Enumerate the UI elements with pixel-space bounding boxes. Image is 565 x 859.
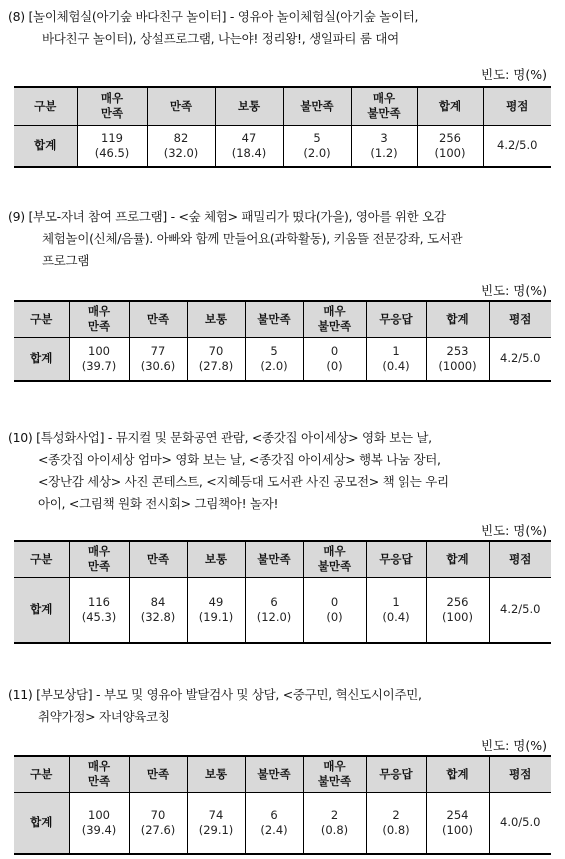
cell: 49 (19.1) bbox=[187, 577, 245, 643]
col-header: 불만족 bbox=[245, 756, 303, 792]
col-header: 매우 만족 bbox=[69, 756, 129, 792]
unit-label: 빈도: 명(%) bbox=[480, 738, 547, 753]
rating-cell: 4.2/5.0 bbox=[489, 577, 551, 643]
cell: 0 (0) bbox=[303, 337, 366, 381]
cell: 70 (27.8) bbox=[187, 337, 245, 381]
cell: 256 (100) bbox=[426, 577, 489, 643]
col-header: 합계 bbox=[426, 756, 489, 792]
col-header: 불만족 bbox=[283, 87, 351, 125]
cell: 254 (100) bbox=[426, 792, 489, 854]
row-label: 합계 bbox=[14, 792, 69, 854]
col-header: 매우 불만족 bbox=[303, 301, 366, 337]
col-header: 불만족 bbox=[245, 301, 303, 337]
col-header: 만족 bbox=[147, 87, 215, 125]
col-header: 평점 bbox=[489, 301, 551, 337]
col-header: 보통 bbox=[187, 756, 245, 792]
heading-line: (10) [특성화사업] - 뮤지컬 및 문화공연 관람, <종갓집 아이세상> 영화 보는 날, bbox=[8, 430, 432, 445]
total-row bbox=[14, 337, 551, 381]
cell: 2 (0.8) bbox=[303, 792, 366, 854]
col-header: 만족 bbox=[129, 756, 187, 792]
cell: 6 (12.0) bbox=[245, 577, 303, 643]
header-row bbox=[14, 756, 551, 792]
cell: 74 (29.1) bbox=[187, 792, 245, 854]
row-label: 합계 bbox=[14, 125, 77, 167]
col-header: 평점 bbox=[489, 541, 551, 577]
section-10-heading bbox=[8, 427, 560, 515]
col-header: 합계 bbox=[426, 541, 489, 577]
cell: 47 (18.4) bbox=[215, 125, 283, 167]
rating-cell: 4.0/5.0 bbox=[489, 792, 551, 854]
cell: 84 (32.8) bbox=[129, 577, 187, 643]
unit-label: 빈도: 명(%) bbox=[480, 523, 547, 538]
cell: 100 (39.7) bbox=[69, 337, 129, 381]
cell: 116 (45.3) bbox=[69, 577, 129, 643]
heading-line: <종갓집 아이세상 엄마> 영화 보는 날, <종갓집 아이세상> 행복 나눔 장터, bbox=[38, 452, 441, 467]
col-header: 구분 bbox=[14, 301, 69, 337]
heading-line: 프로그램 bbox=[42, 253, 90, 268]
cell: 3 (1.2) bbox=[351, 125, 417, 167]
col-header: 불만족 bbox=[245, 541, 303, 577]
col-header: 무응답 bbox=[366, 541, 426, 577]
col-header: 매우 만족 bbox=[69, 541, 129, 577]
section-11-heading bbox=[8, 684, 560, 728]
col-header: 만족 bbox=[129, 541, 187, 577]
total-row bbox=[14, 577, 551, 643]
rating-cell: 4.2/5.0 bbox=[483, 125, 551, 167]
row-label: 합계 bbox=[14, 577, 69, 643]
unit-label: 빈도: 명(%) bbox=[480, 283, 547, 298]
unit-label: 빈도: 명(%) bbox=[480, 67, 547, 82]
cell: 70 (27.6) bbox=[129, 792, 187, 854]
satisfaction-table-11 bbox=[14, 755, 551, 855]
satisfaction-table-10 bbox=[14, 540, 551, 644]
header-row bbox=[14, 301, 551, 337]
col-header: 매우 불만족 bbox=[303, 756, 366, 792]
col-header: 구분 bbox=[14, 756, 69, 792]
satisfaction-table-8 bbox=[14, 86, 551, 168]
total-row bbox=[14, 792, 551, 854]
col-header: 매우 만족 bbox=[69, 301, 129, 337]
cell: 6 (2.4) bbox=[245, 792, 303, 854]
col-header: 무응답 bbox=[366, 756, 426, 792]
heading-line: (8) [놀이체험실(아기숲 바다친구 놀이터] - 영유아 놀이체험실(아기숲 놀이터, bbox=[8, 9, 419, 24]
row-label: 합계 bbox=[14, 337, 69, 381]
col-header: 보통 bbox=[215, 87, 283, 125]
heading-line: 바다친구 놀이터), 상설프로그램, 나는야! 정리왕!, 생일파티 룸 대여 bbox=[42, 31, 399, 46]
heading-line: (11) [부모상담] - 부모 및 영유아 발달검사 및 상담, <중구민, 혁신도시이주민, bbox=[8, 687, 422, 702]
col-header: 보통 bbox=[187, 541, 245, 577]
col-header: 구분 bbox=[14, 87, 77, 125]
col-header: 매우 불만족 bbox=[351, 87, 417, 125]
cell: 100 (39.4) bbox=[69, 792, 129, 854]
col-header: 구분 bbox=[14, 541, 69, 577]
header-row bbox=[14, 541, 551, 577]
cell: 2 (0.8) bbox=[366, 792, 426, 854]
satisfaction-table-9 bbox=[14, 300, 551, 382]
cell: 253 (1000) bbox=[426, 337, 489, 381]
heading-line: <장난감 세상> 사진 콘테스트, <지혜등대 도서관 사진 공모전> 책 읽는 우리 bbox=[38, 474, 449, 489]
header-row bbox=[14, 87, 551, 125]
rating-cell: 4.2/5.0 bbox=[489, 337, 551, 381]
total-row bbox=[14, 125, 551, 167]
heading-line: (9) [부모-자녀 참여 프로그램] - <숲 체험> 패밀리가 떴다(가을), 영아를 위한 오감 bbox=[8, 209, 446, 224]
col-header: 매우 만족 bbox=[77, 87, 147, 125]
heading-line: 체험놀이(신체/음률). 아빠와 함께 만들어요(과학활동), 키움뜰 전문강좌, 도서관 bbox=[42, 231, 463, 246]
col-header: 평점 bbox=[483, 87, 551, 125]
cell: 119 (46.5) bbox=[77, 125, 147, 167]
col-header: 보통 bbox=[187, 301, 245, 337]
heading-line: 아이, <그림책 원화 전시회> 그림책아! 놀자! bbox=[38, 496, 279, 511]
cell: 0 (0) bbox=[303, 577, 366, 643]
col-header: 무응답 bbox=[366, 301, 426, 337]
cell: 5 (2.0) bbox=[283, 125, 351, 167]
cell: 82 (32.0) bbox=[147, 125, 215, 167]
col-header: 합계 bbox=[417, 87, 483, 125]
cell: 1 (0.4) bbox=[366, 337, 426, 381]
col-header: 평점 bbox=[489, 756, 551, 792]
section-8-heading bbox=[8, 6, 560, 50]
cell: 256 (100) bbox=[417, 125, 483, 167]
col-header: 합계 bbox=[426, 301, 489, 337]
heading-line: 취약가정> 자녀양육코칭 bbox=[38, 709, 170, 724]
cell: 77 (30.6) bbox=[129, 337, 187, 381]
col-header: 만족 bbox=[129, 301, 187, 337]
col-header: 매우 불만족 bbox=[303, 541, 366, 577]
cell: 1 (0.4) bbox=[366, 577, 426, 643]
section-9-heading bbox=[8, 206, 560, 272]
cell: 5 (2.0) bbox=[245, 337, 303, 381]
